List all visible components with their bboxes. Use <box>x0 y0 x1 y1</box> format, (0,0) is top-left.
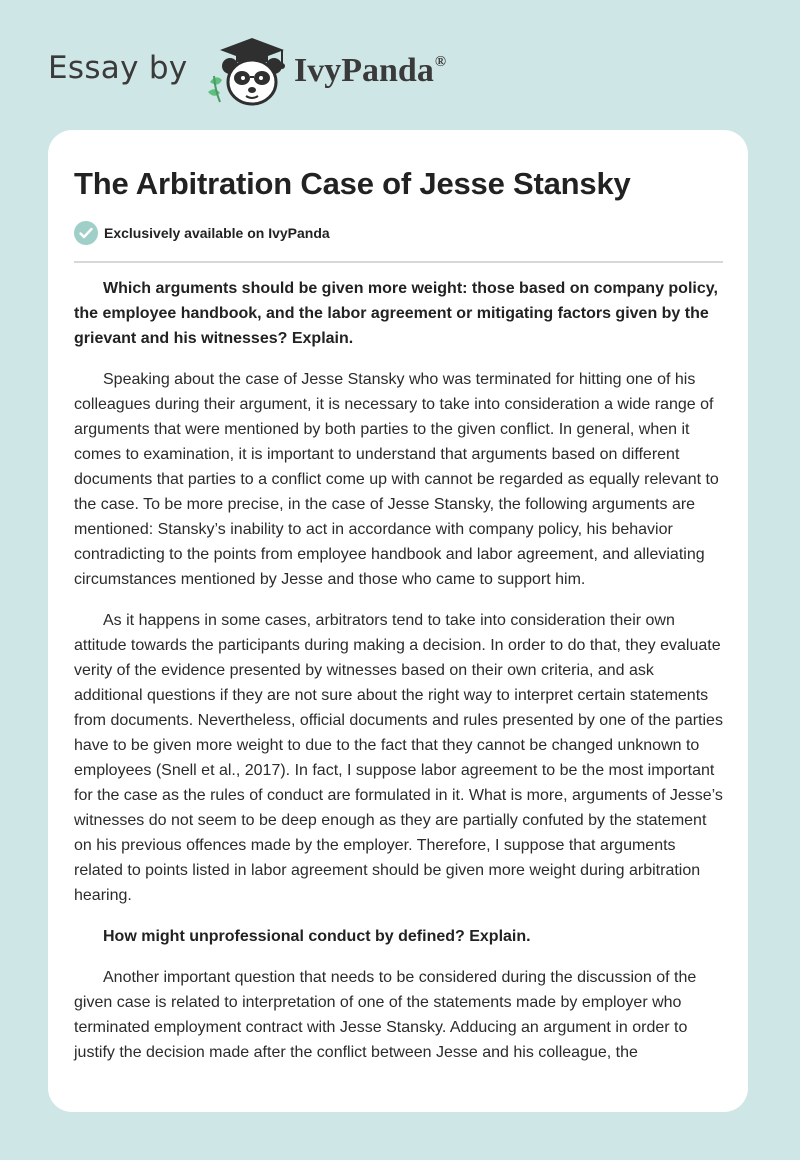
brand-text: IvyPanda <box>294 52 434 89</box>
paragraph: Another important question that needs to be considered during the discussion of the given case is related to interpretation of one of the statements made by employer who terminated employment contract with Jesse Stansky. Adducing an argument in order to justify the decision made after the conflict between Jesse and his colleague, the <box>74 969 697 1061</box>
brand-name[interactable] <box>294 52 446 90</box>
question-heading: How might unprofessional conduct by defined? Explain. <box>103 928 531 945</box>
check-circle-icon <box>74 221 98 245</box>
exclusive-label: Exclusively available on IvyPanda <box>104 225 330 241</box>
registered-mark: ® <box>434 54 447 70</box>
exclusive-badge <box>74 220 330 246</box>
site-header <box>0 0 800 130</box>
paragraph: As it happens in some cases, arbitrators tend to take into consideration their own attitude towards the participants during making a decision. In order to do that, they evaluate verity of the evidence presented by witnesses based on their own criteria, and ask additional questions if they are not sure about the right way to interpret certain statements from documents. Nevertheless, official documents and rules presented by one of the parties have to be given more weight to due to the fact that they cannot be changed unknown to employees (Snell et al., 2017). In fact, I suppose labor agreement to be the most important for the case as the rules of conduct are formulated in it. What is more, arguments of Jesse’s witnesses do not seem to be deep enough as they are partially confuted by the statement on his previous offences made by the employer. Therefore, I suppose that arguments related to points listed in labor agreement should be given more weight during arbitration hearing. <box>74 612 723 904</box>
paragraph: Speaking about the case of Jesse Stansky who was terminated for hitting one of his colleagues during their argument, it is necessary to take into consideration a wide range of arguments that were mentioned by both parties to the given conflict. In general, when it comes to examination, it is important to understand that arguments based on different documents that parties to a conflict come up with cannot be regarded as equally relevant to the case. To be more precise, in the case of Jesse Stansky, the following arguments are mentioned: Stansky’s inability to act in accordance with company policy, his behavior contradicting to the points from employee handbook and labor agreement, and alleviating circumstances mentioned by Jesse and those who came to support him. <box>74 371 719 588</box>
page-title: The Arbitration Case of Jesse Stansky <box>74 166 631 201</box>
essay-card <box>48 130 748 1112</box>
divider <box>74 261 723 263</box>
question-heading: Which arguments should be given more weight: those based on company policy, the employee handbook, and the labor agreement or mitigating factors given by the grievant and his witnesses? Explain. <box>74 280 718 347</box>
ivypanda-logo-icon[interactable] <box>200 36 292 108</box>
essay-by-label: Essay by <box>48 50 188 86</box>
article-body <box>74 276 724 1081</box>
